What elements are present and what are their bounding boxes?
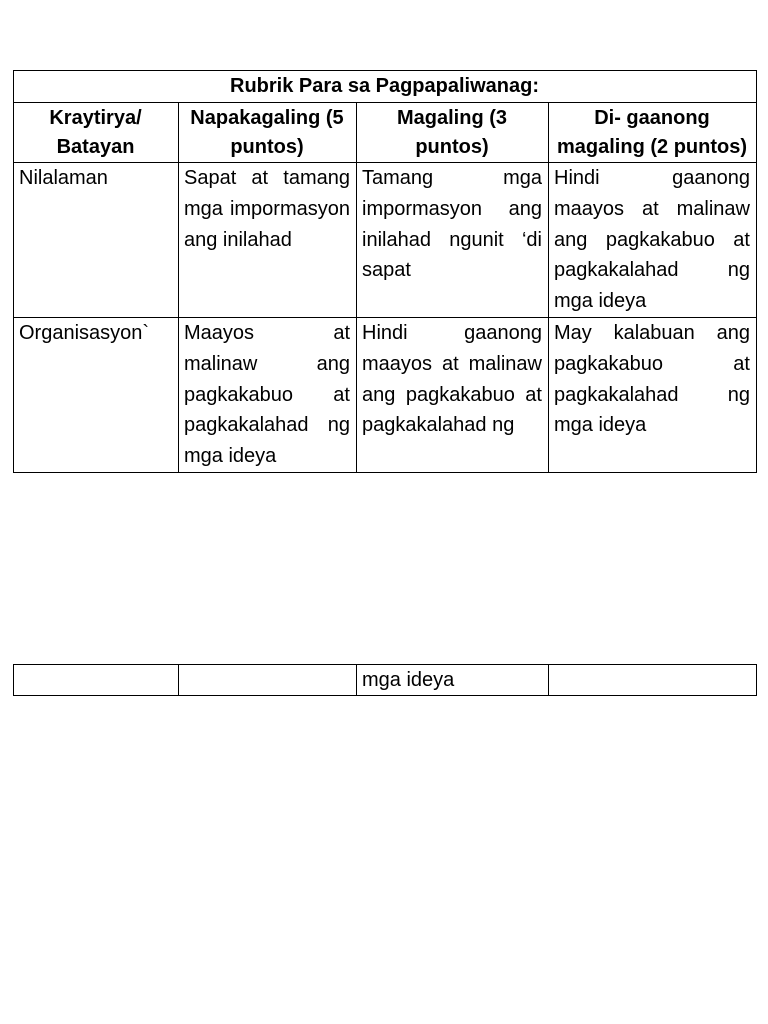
criterion-cell: Nilalaman [14,163,179,318]
table-row [14,163,757,318]
header-criterion: Kraytirya/ Batayan [14,103,179,163]
excellent-cell: Sapat at tamang mga impormasyon ang inilahad [179,163,357,318]
header-row [14,103,757,163]
good-cell: Tamang mga impormasyon ang inilahad ngunit ‘di sapat [357,163,549,318]
table-row [14,317,757,472]
fair-cell: May kalabuan ang pagkakabuo at pagkakalahad ng mga ideya [549,317,757,472]
continuation-cell [549,665,757,696]
continuation-table [13,664,757,696]
criterion-cell: Organisasyon` [14,317,179,472]
header-excellent: Napakagaling (5 puntos) [179,103,357,163]
header-good: Magaling (3 puntos) [357,103,549,163]
table-title: Rubrik Para sa Pagpapaliwanag: [14,71,757,103]
good-cell: Hindi gaanong maayos at malinaw ang pagkakabuo at pagkakalahad ng [357,317,549,472]
continuation-cell [14,665,179,696]
table-row [14,665,757,696]
rubric-table [13,70,757,473]
header-fair: Di- gaanong magaling (2 puntos) [549,103,757,163]
continuation-cell [179,665,357,696]
title-row [14,71,757,103]
fair-cell: Hindi gaanong maayos at malinaw ang pagkakabuo at pagkakalahad ng mga ideya [549,163,757,318]
continuation-cell: mga ideya [357,665,549,696]
excellent-cell: Maayos at malinaw ang pagkakabuo at pagkakalahad ng mga ideya [179,317,357,472]
